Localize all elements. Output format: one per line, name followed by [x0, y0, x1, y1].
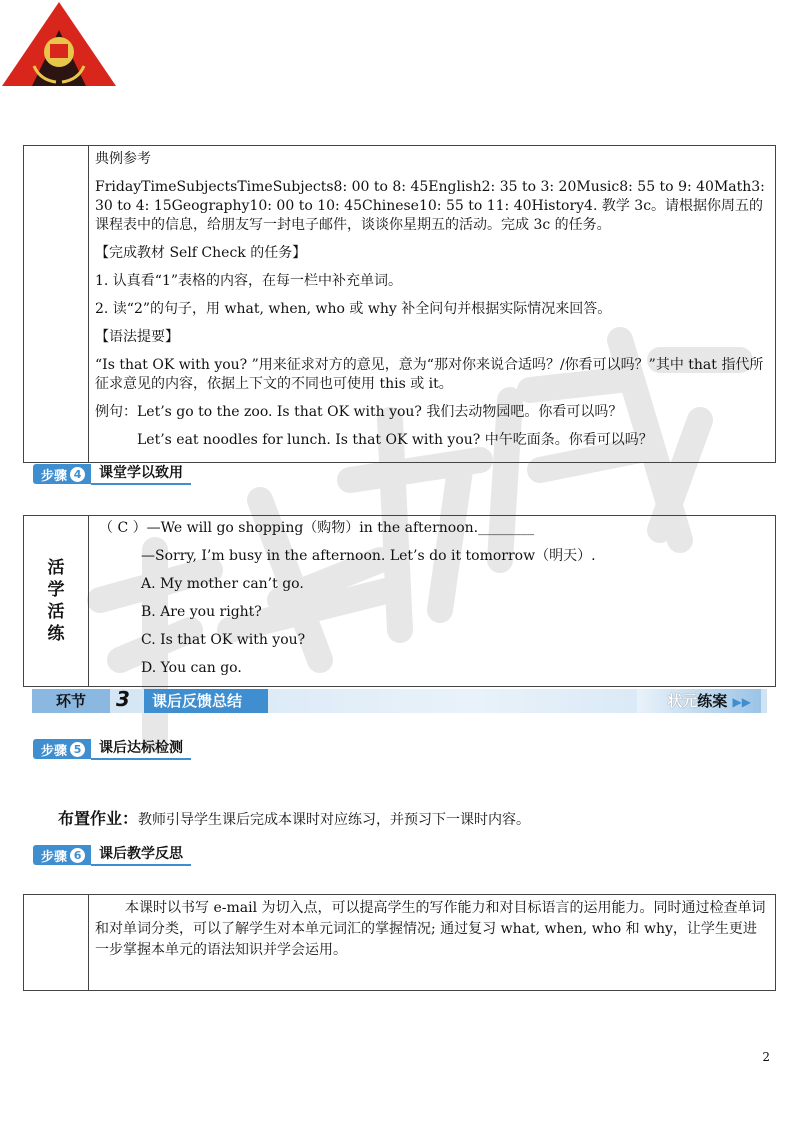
step-label: 课堂学以致用 — [91, 463, 191, 485]
option-b: B. Are you right? — [141, 604, 262, 620]
reply-line: —Sorry, I’m busy in the afternoon. Let’s do it tomorrow（明天）. — [141, 548, 596, 564]
grammar-heading: 【语法提要】 — [95, 329, 179, 345]
step-label: 课后教学反思 — [91, 844, 191, 866]
left-column — [24, 146, 89, 463]
self-check-heading: 【完成教材 Self Check 的任务】 — [95, 245, 307, 261]
option-c: C. Is that OK with you? — [141, 632, 306, 648]
self-check-item-2: 2. 读“2”的句子，用 what, when, who 或 why 补全问句并根据实际情况来回答。 — [95, 301, 612, 317]
banner-right-label: 状元练案 ▶▶ — [637, 689, 761, 713]
page-number: 2 — [762, 1050, 770, 1064]
step-badge: 步骤 6 — [33, 845, 91, 865]
homework-line — [58, 806, 530, 829]
practice-table — [23, 515, 776, 687]
option-a: A. My mother can’t go. — [141, 576, 304, 592]
step-5-header — [33, 738, 191, 760]
section-banner — [32, 689, 767, 713]
example-sentence-2: Let’s eat noodles for lunch. Is that OK with you? 中午吃面条。你看可以吗？ — [137, 432, 653, 448]
reflection-table — [23, 894, 776, 991]
school-logo-icon — [0, 0, 118, 88]
example-sentence-1: 例句：Let’s go to the zoo. Is that OK with you? 我们去动物园吧。你看可以吗？ — [95, 404, 623, 420]
reflection-text: 本课时以书写 e-mail 为切入点，可以提高学生的写作能力和对目标语言的运用能力。同时通过检查单词和对单词分类，可以了解学生对本单元词汇的掌握情况; 通过复习 what, when, who 和 why，让学生更进一步掌握本单元的语法知识并学会运用。 — [89, 895, 776, 991]
self-check-item-1: 1. 认真看“1”表格的内容，在每一栏中补充单词。 — [95, 273, 403, 289]
double-arrow-icon: ▶▶ — [732, 695, 751, 709]
banner-title: 课后反馈总结 — [144, 689, 268, 713]
homework-text: 教师引导学生课后完成本课时对应练习，并预习下一课时内容。 — [138, 812, 531, 828]
banner-huan-label: 环节 — [32, 689, 110, 713]
practice-side-label: 活 学 活 练 — [24, 516, 89, 687]
lesson-content-table — [23, 145, 776, 463]
homework-label: 布置作业： — [58, 809, 139, 828]
step-label: 课后达标检测 — [91, 738, 191, 760]
step-6-header — [33, 844, 191, 866]
content-cell — [89, 146, 776, 463]
schedule-paragraph: FridayTimeSubjectsTimeSubjects8: 00 to 8: 45English2: 35 to 3: 20Music8: 55 to 9: 40Math3: 30 to 4: 15Geography10: 00 to 10: 45Chinese10: 55 to 11: 40History4. 教学 3c。请根据你周五的课程表中的信息，给朋友写一封电子邮件，谈谈你星期五的活动。完成 3c 的任务。 — [95, 179, 765, 233]
step-badge: 步骤 5 — [33, 739, 91, 759]
grammar-note: “Is that OK with you? ”用来征求对方的意见，意为“那对你来说合适吗？/你看可以吗？”其中 that 指代所征求意见的内容，依据上下文的不同也可使用 this 或 it。 — [95, 357, 764, 392]
option-d: D. You can go. — [141, 660, 242, 676]
practice-content — [89, 516, 776, 687]
step-4-header — [33, 463, 191, 485]
question-line: （ C ）—We will go shopping（购物）in the afternoon.________ — [99, 520, 535, 536]
banner-number: 3 — [116, 687, 130, 711]
example-heading: 典例参考 — [95, 151, 151, 167]
left-column — [24, 895, 89, 991]
step-badge: 步骤 4 — [33, 464, 91, 484]
